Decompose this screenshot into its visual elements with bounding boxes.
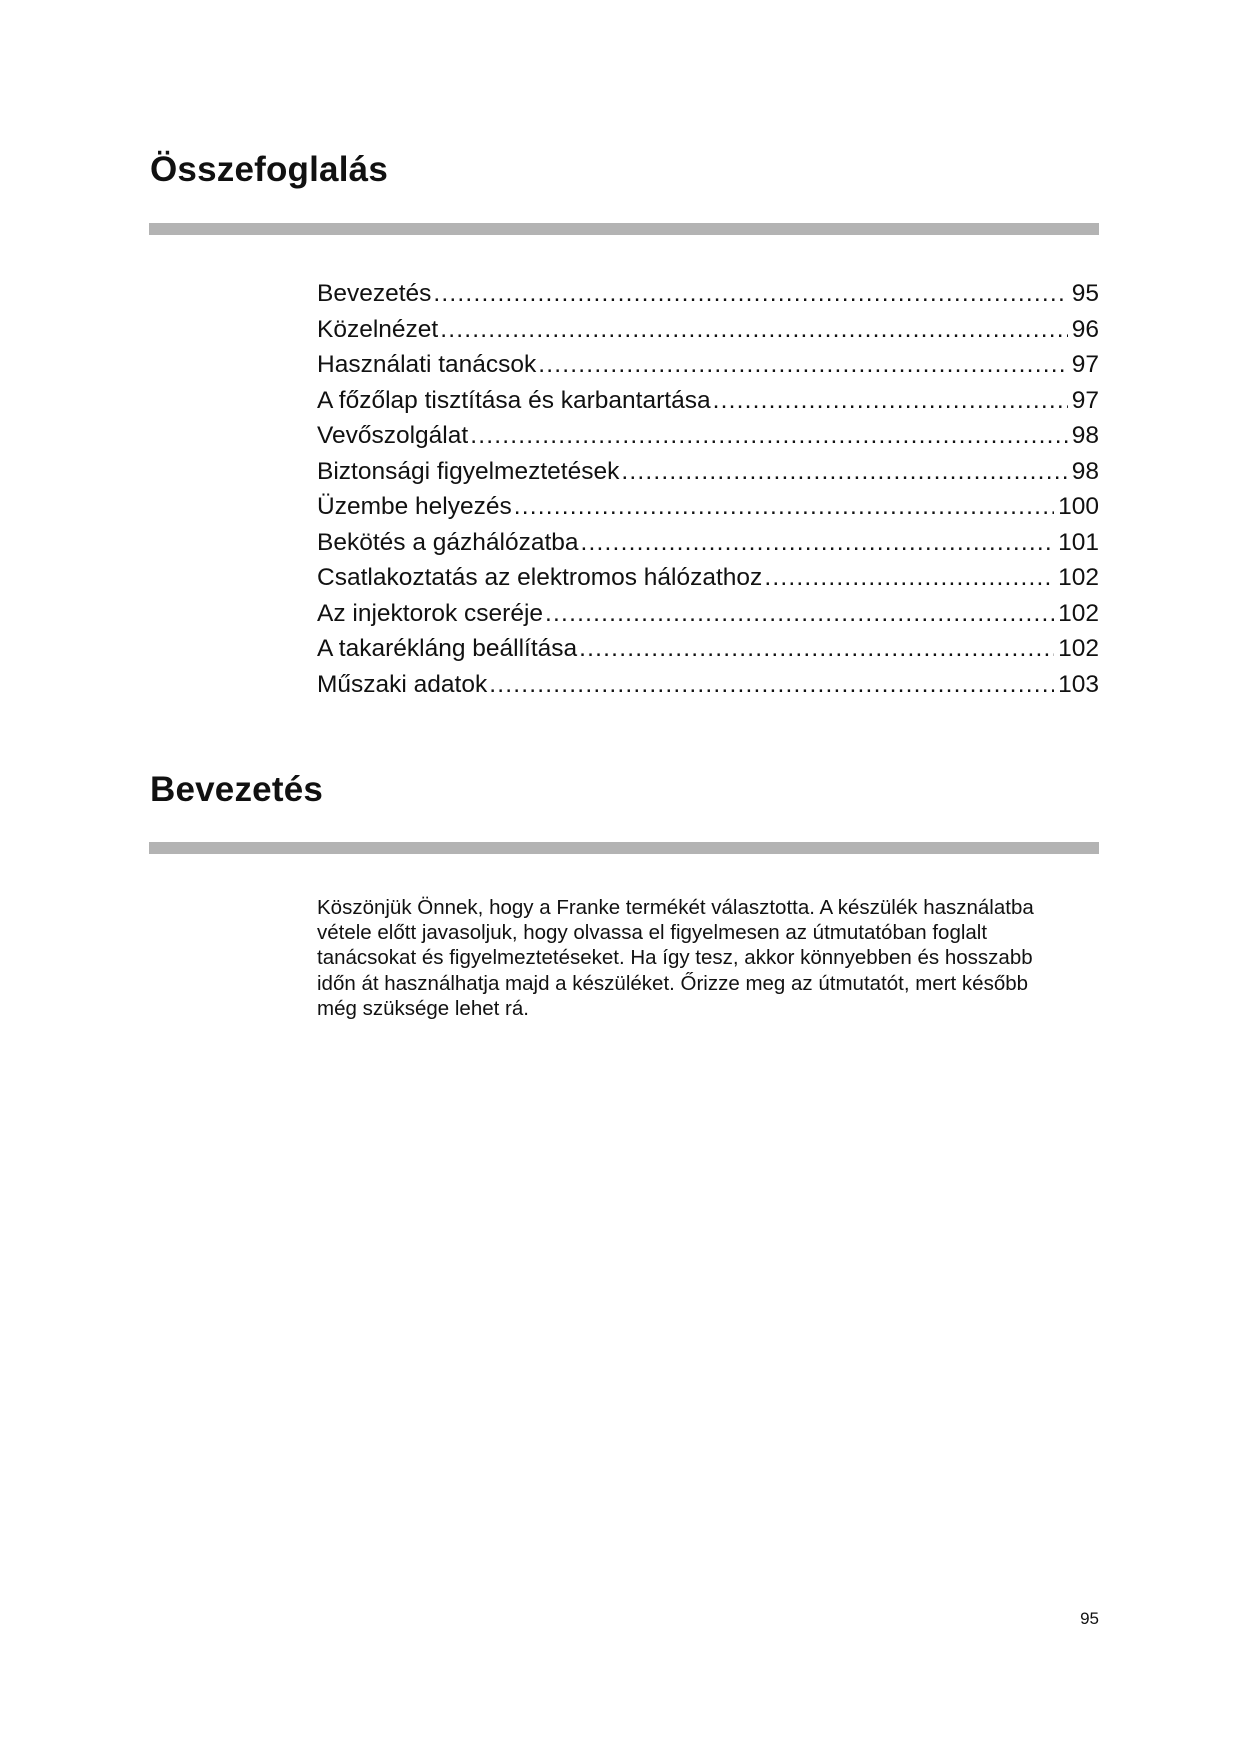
intro-title: Bevezetés [150, 770, 324, 809]
toc-entry-label: Közelnézet [317, 315, 439, 343]
toc-dot-leader [581, 525, 1055, 561]
toc-entry-label: Használati tanácsok [317, 351, 537, 378]
toc-dot-leader [433, 276, 1067, 312]
toc-entry-page: 95 [1071, 280, 1099, 307]
toc-entry[interactable] [317, 596, 1099, 632]
toc-dot-leader [489, 667, 1054, 703]
toc-entry-label: A takarékláng beállítása [317, 635, 578, 662]
toc-entry[interactable] [317, 418, 1099, 454]
table-of-contents [317, 276, 1099, 702]
toc-entry[interactable] [317, 347, 1099, 383]
toc-dot-leader [579, 631, 1054, 667]
toc-entry-label: Bevezetés [317, 280, 432, 307]
toc-entry[interactable] [317, 667, 1099, 703]
toc-entry[interactable] [317, 560, 1099, 596]
summary-title: Összefoglalás [150, 150, 388, 189]
toc-dot-leader [764, 560, 1054, 596]
toc-entry-label: Üzembe helyezés [317, 493, 512, 520]
toc-entry[interactable] [317, 525, 1099, 561]
toc-entry-page: 102 [1058, 564, 1099, 591]
toc-entry[interactable] [317, 454, 1099, 490]
intro-line: vétele előtt javasoljuk, hogy olvassa el figyelmesen az útmutatóban foglalt [317, 921, 988, 945]
toc-entry-label: A főzőlap tisztítása és karbantartása [317, 386, 711, 414]
intro-divider [149, 842, 1099, 854]
toc-dot-leader [538, 347, 1067, 383]
toc-entry-page: 98 [1071, 422, 1099, 449]
toc-dot-leader [440, 312, 1068, 348]
toc-entry[interactable] [317, 631, 1099, 667]
toc-entry-label: Vevőszolgálat [317, 422, 469, 449]
toc-entry-page: 102 [1058, 599, 1099, 627]
toc-entry-label: Az injektorok cseréje [317, 599, 544, 627]
toc-dot-leader [470, 418, 1068, 454]
toc-entry-label: Csatlakoztatás az elektromos hálózathoz [317, 564, 763, 591]
intro-line: időn át használhatja majd a készüléket. Őrizze meg az útmutatót, mert később [317, 971, 1029, 995]
summary-divider [149, 223, 1099, 235]
toc-entry-page: 103 [1058, 670, 1099, 698]
toc-entry-label: Bekötés a gázhálózatba [317, 528, 579, 556]
toc-entry[interactable] [317, 276, 1099, 312]
intro-paragraph [317, 895, 1107, 1021]
toc-entry-page: 98 [1071, 457, 1099, 485]
toc-entry-page: 97 [1071, 351, 1099, 378]
toc-dot-leader [514, 489, 1054, 525]
toc-dot-leader [713, 383, 1068, 419]
toc-entry-page: 102 [1058, 635, 1099, 662]
intro-line: Köszönjük Önnek, hogy a Franke termékét választotta. A készülék használatba [317, 896, 1034, 919]
intro-line: még szüksége lehet rá. [317, 996, 529, 1020]
page-number: 95 [1080, 1609, 1099, 1628]
toc-entry-label: Biztonsági figyelmeztetések [317, 457, 620, 485]
toc-dot-leader [545, 596, 1054, 632]
toc-entry-label: Műszaki adatok [317, 670, 488, 698]
toc-entry-page: 97 [1071, 386, 1099, 414]
toc-dot-leader [621, 454, 1067, 490]
toc-entry-page: 96 [1071, 315, 1099, 343]
toc-entry-page: 100 [1058, 493, 1099, 520]
toc-entry[interactable] [317, 383, 1099, 419]
toc-entry[interactable] [317, 312, 1099, 348]
intro-line: tanácsokat és figyelmeztetéseket. Ha így tesz, akkor könnyebben és hosszabb [317, 946, 1033, 970]
toc-entry-page: 101 [1058, 528, 1099, 556]
toc-entry[interactable] [317, 489, 1099, 525]
